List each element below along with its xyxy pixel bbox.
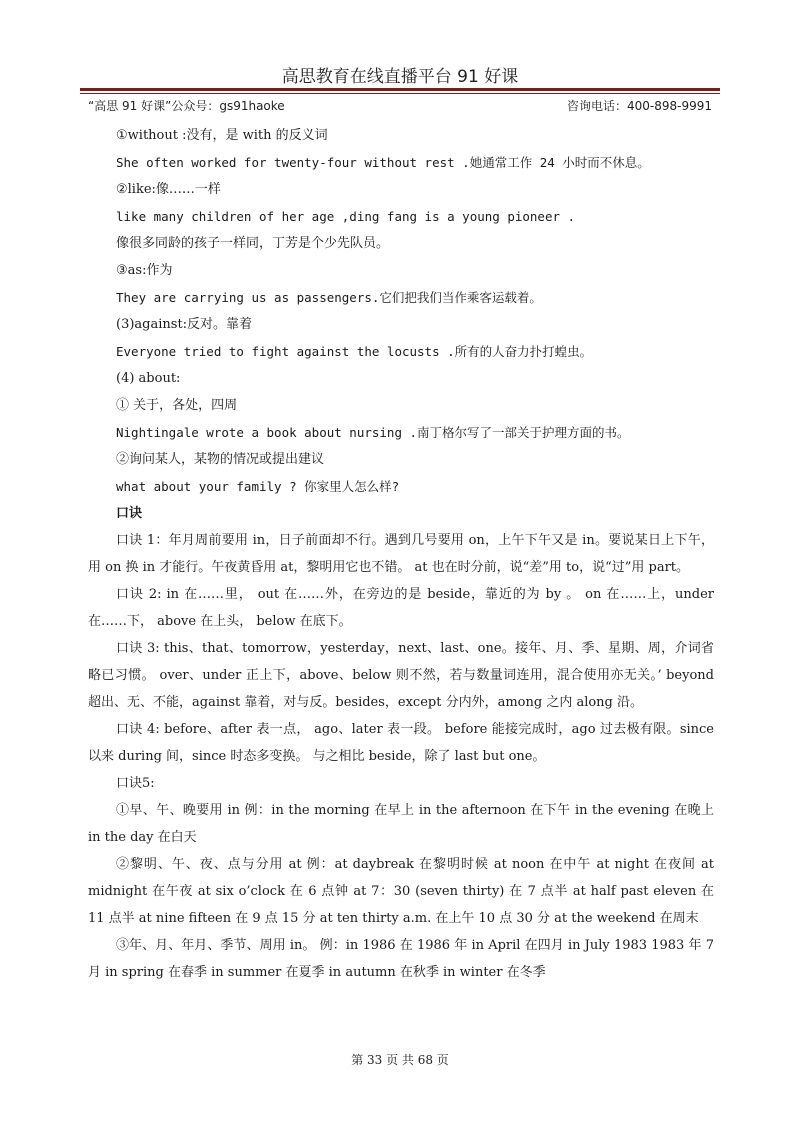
paragraph: ②黎明、午、夜、点与分用 at 例：at daybreak 在黎明时候 at noon 在中午 at night 在夜间 at midnight 在午夜 at six o’clock 在 6 点钟 at 7：30 (seven thirty) 在 7 点半 at half past eleven 在 11 点半 at nine fifteen 在 9 点 15 分 at ten thirty a.m. 在上午 10 点 30 分 at the weekend 在周末 [88,857,714,926]
paragraph: 口诀 2: in 在……里， out 在……外，在旁边的是 beside，靠近的为 by 。 on 在……上，under 在……下， above 在上头， below 在底下。 [88,587,714,629]
text-line: ③as:作为 [116,263,173,278]
header-divider-thick [80,88,720,91]
text-line: Nightingale wrote a book about nursing .南丁格尔写了一部关于护理方面的书。 [116,425,630,440]
text-line: 像很多同龄的孩子一样同，丁芳是个少先队员。 [116,236,390,251]
text-line: ②询问某人，某物的情况或提出建议 [116,452,325,467]
text-line: Everyone tried to fight against the locusts .所有的人奋力扑打蝗虫。 [116,344,593,359]
paragraph: 口诀5: [116,776,155,791]
paragraph: ①早、午、晚要用 in 例：in the morning 在早上 in the afternoon 在下午 in the evening 在晚上 in the day 在白天 [88,803,714,845]
page-number: 第 33 页 共 68 页 [351,1053,449,1067]
text-line: (4) about: [116,371,181,386]
paragraph: 口诀 1：年月周前要用 in，日子前面却不行。遇到几号要用 on，上午下午又是 in。要说某日上下午，用 on 换 in 才能行。午夜黄昏用 at，黎明用它也不错。 at 也在时分前，说“差”用 to，说“过”用 part。 [88,533,714,575]
text-line: what about your family ? 你家里人怎么样? [116,479,400,494]
text-line: ①without :没有，是 with 的反义词 [116,128,328,143]
header-hotline: 咨询电话：400-898-9991 [566,99,712,113]
paragraph: 口诀 4: before、after 表一点， ago、later 表一段。 before 能接完成时，ago 过去极有限。since 以来 during 间，since 时态多变换。 与之相比 beside，除了 last but one。 [88,722,714,764]
page-header-title: 高思教育在线直播平台 91 好课 [281,67,519,87]
section-heading: 口诀 [116,506,143,521]
text-line: like many children of her age ,ding fang is a young pioneer . [116,209,576,224]
paragraph: ③年、月、年月、季节、周用 in。 例：in 1986 在 1986 年 in April 在四月 in July 1983 1983 年 7 月 in spring 在春季 in summer 在夏季 in autumn 在秋季 in winter 在冬季 [88,938,714,980]
document-body [88,122,714,986]
text-line: ②like:像……一样 [116,182,221,197]
text-line: They are carrying us as passengers.它们把我们当作乘客运载着。 [116,290,542,305]
text-line: She often worked for twenty-four without rest .她通常工作 24 小时而不休息。 [116,155,650,170]
text-line: ① 关于，各处，四周 [116,398,238,413]
header-account: “高思 91 好课”公众号：gs91haoke [88,99,285,113]
header-divider-thin [80,93,720,94]
text-line: (3)against:反对。靠着 [116,317,253,332]
paragraph: 口诀 3: this、that、tomorrow，yesterday，next、last、one。接年、月、季、星期、周，介词省略已习惯。 over、under 正上下，above、below 则不然，若与数量词连用，混合使用亦无关。’ beyond 超出、无、不能，against 靠着，对与反。besides，except 分内外，among 之内 along 沿。 [88,641,714,710]
